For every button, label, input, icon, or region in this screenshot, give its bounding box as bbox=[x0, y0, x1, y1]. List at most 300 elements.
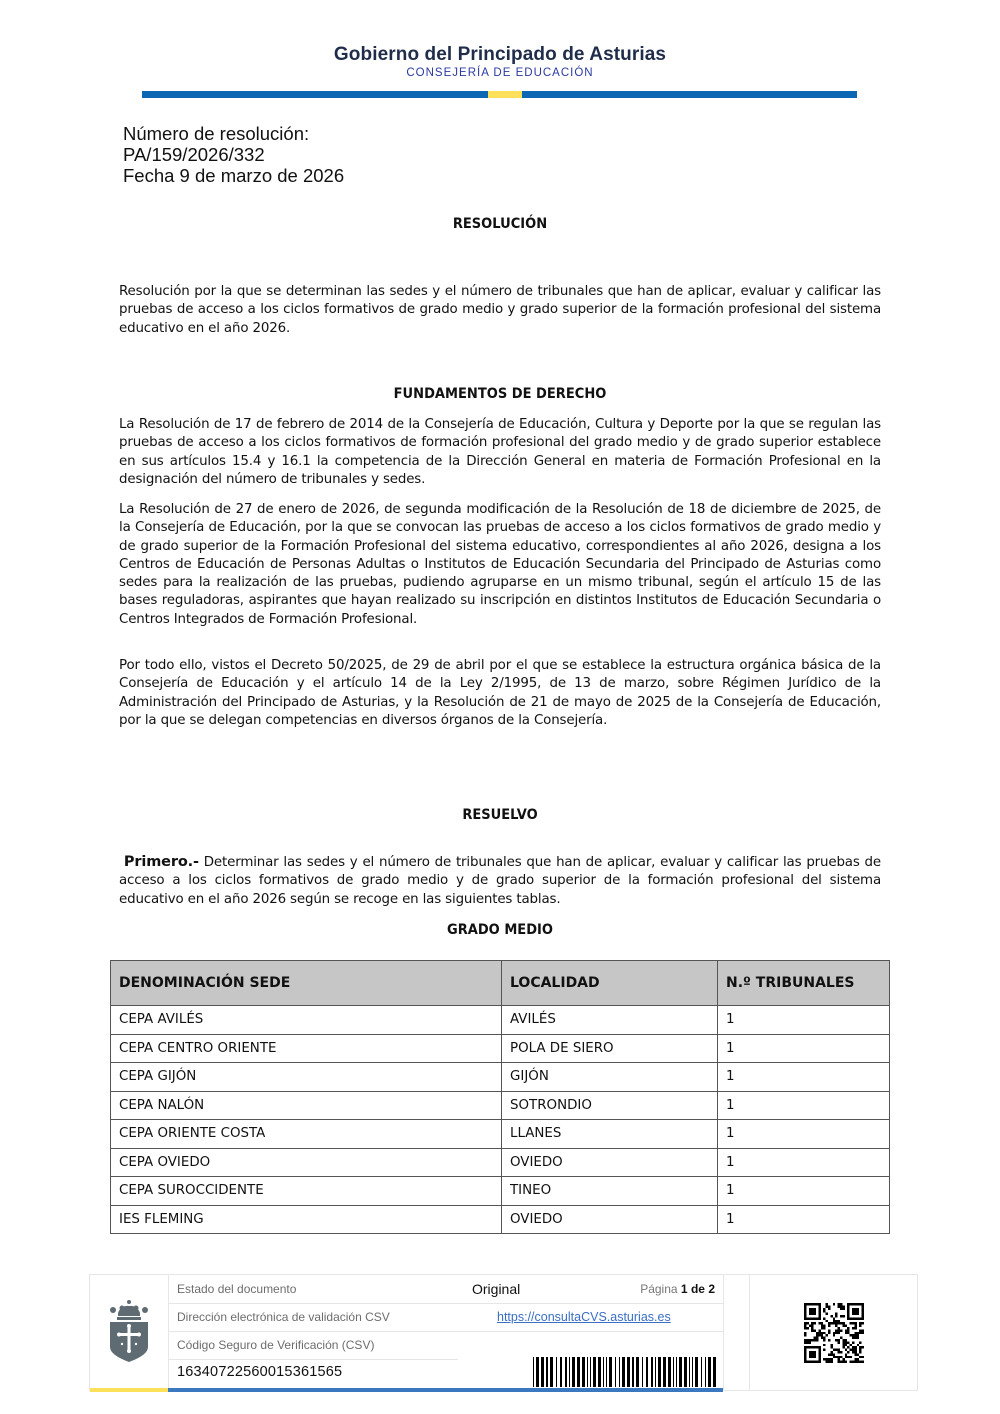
qr-module bbox=[823, 1332, 825, 1334]
barcode-bar bbox=[619, 1357, 620, 1387]
estado-value: Original bbox=[472, 1281, 521, 1297]
cell-tribunales: 1 bbox=[718, 1148, 890, 1177]
department-subtitle: CONSEJERÍA DE EDUCACIÓN bbox=[406, 67, 594, 79]
barcode-bar bbox=[679, 1357, 682, 1387]
qr-module bbox=[835, 1320, 837, 1322]
qr-module bbox=[842, 1305, 844, 1307]
barcode-bar bbox=[663, 1357, 666, 1387]
qr-module bbox=[814, 1322, 816, 1324]
qr-module bbox=[838, 1358, 840, 1360]
fundamento-paragraph-3: Por todo ello, vistos el Decreto 50/2025, de 29 de abril por el que se establece la estructura orgánica básica de la Consejería de Educación y el artículo 14 de la Ley 2/1995, de 13 de marzo, sobre Régimen Jurídico de la Administración del Principado de Asturias, y la Resolución de 21 de mayo de 2025 de la Consejería de Educación, por la que se delegan competencias en diversos órganos de la Consejería. bbox=[119, 658, 881, 728]
footer-bar-yellow bbox=[90, 1388, 168, 1392]
qr-module bbox=[816, 1332, 818, 1334]
qr-module bbox=[821, 1325, 823, 1327]
barcode-bar bbox=[533, 1357, 534, 1387]
resolution-meta bbox=[123, 123, 344, 186]
barcode-bar bbox=[556, 1357, 557, 1387]
qr-module bbox=[828, 1325, 830, 1327]
qr-module bbox=[833, 1349, 835, 1351]
qr-module bbox=[840, 1303, 842, 1305]
qr-module bbox=[854, 1349, 856, 1351]
qr-module bbox=[862, 1361, 864, 1363]
qr-module bbox=[854, 1325, 856, 1327]
qr-module bbox=[838, 1356, 840, 1358]
barcode-bar bbox=[582, 1357, 585, 1387]
fundamento-paragraph-1: La Resolución de 17 de febrero de 2014 de la Consejería de Educación, Cultura y Deporte por la que se regulan las pruebas de acceso a los ciclos formativos de formación profesional del grado medio y de grado superior establece en sus artículos 15.4 y 16.1 la competencia de la Dirección General en materia de Formación Profesional en la designación del número de tribunales y sedes. bbox=[119, 417, 881, 487]
qr-module bbox=[811, 1325, 813, 1327]
qr-module bbox=[845, 1353, 847, 1355]
cell-sede: CEPA SUROCCIDENTE bbox=[111, 1177, 502, 1206]
cell-sede: CEPA OVIEDO bbox=[111, 1148, 502, 1177]
csv-code-label: Código Seguro de Verificación (CSV) bbox=[177, 1338, 375, 1352]
qr-module bbox=[828, 1308, 830, 1310]
qr-module bbox=[830, 1322, 832, 1324]
qr-module bbox=[847, 1332, 849, 1334]
qr-module bbox=[854, 1332, 856, 1334]
qr-module bbox=[838, 1341, 840, 1343]
qr-module bbox=[833, 1317, 835, 1319]
qr-module bbox=[845, 1325, 847, 1327]
qr-module bbox=[823, 1308, 825, 1310]
cell-sede: CEPA NALÓN bbox=[111, 1091, 502, 1120]
qr-module bbox=[859, 1349, 861, 1351]
qr-module bbox=[838, 1349, 840, 1351]
qr-module bbox=[845, 1356, 847, 1358]
qr-module bbox=[842, 1341, 844, 1343]
qr-module bbox=[854, 1353, 856, 1355]
qr-module bbox=[862, 1356, 864, 1358]
table-row bbox=[111, 1148, 890, 1177]
qr-module bbox=[842, 1361, 844, 1363]
qr-module bbox=[823, 1310, 825, 1312]
qr-module bbox=[840, 1351, 842, 1353]
table-row bbox=[111, 1205, 890, 1234]
qr-module bbox=[854, 1322, 856, 1324]
estado-label: Estado del documento bbox=[177, 1282, 297, 1296]
qr-module bbox=[818, 1322, 820, 1324]
qr-module bbox=[821, 1332, 823, 1334]
qr-module bbox=[852, 1361, 854, 1363]
barcode-bar bbox=[705, 1357, 706, 1387]
heading-resolucion: RESOLUCIÓN bbox=[452, 216, 548, 232]
cell-localidad: OVIEDO bbox=[502, 1148, 718, 1177]
qr-module bbox=[854, 1327, 856, 1329]
sedes-table bbox=[110, 960, 890, 1234]
qr-module bbox=[833, 1334, 835, 1336]
qr-module bbox=[821, 1337, 823, 1339]
qr-module bbox=[828, 1358, 830, 1360]
qr-module bbox=[823, 1337, 825, 1339]
qr-module bbox=[809, 1341, 811, 1343]
footer-logo-column bbox=[90, 1275, 169, 1391]
qr-module bbox=[835, 1329, 837, 1331]
barcode-bar bbox=[598, 1357, 601, 1387]
qr-module bbox=[811, 1327, 813, 1329]
cell-localidad: TINEO bbox=[502, 1177, 718, 1206]
qr-module bbox=[830, 1351, 832, 1353]
barcode-bar bbox=[676, 1357, 677, 1387]
qr-module bbox=[840, 1337, 842, 1339]
qr-module bbox=[835, 1339, 837, 1341]
qr-module bbox=[842, 1346, 844, 1348]
qr-module bbox=[850, 1344, 852, 1346]
page-of: de bbox=[690, 1282, 705, 1296]
barcode-bar bbox=[541, 1357, 544, 1387]
qr-module bbox=[842, 1315, 844, 1317]
qr-module bbox=[838, 1303, 840, 1305]
qr-module bbox=[828, 1332, 830, 1334]
qr-module bbox=[804, 1322, 806, 1324]
qr-module bbox=[842, 1344, 844, 1346]
qr-module bbox=[862, 1322, 864, 1324]
qr-module bbox=[816, 1334, 818, 1336]
qr-module bbox=[838, 1320, 840, 1322]
page-current: 1 bbox=[680, 1282, 688, 1296]
qr-module bbox=[857, 1353, 859, 1355]
government-title: Gobierno del Principado de Asturias bbox=[333, 44, 667, 65]
qr-module bbox=[811, 1339, 813, 1341]
cell-tribunales: 1 bbox=[718, 1091, 890, 1120]
qr-module bbox=[835, 1322, 837, 1324]
heading-grado-medio: GRADO MEDIO bbox=[446, 922, 554, 938]
qr-module bbox=[859, 1361, 861, 1363]
qr-module bbox=[859, 1332, 861, 1334]
qr-module bbox=[814, 1337, 816, 1339]
cell-tribunales: 1 bbox=[718, 1205, 890, 1234]
primero-text: Determinar las sedes y el número de tribunales que han de aplicar, evaluar y calificar las pruebas de acceso a los ciclos formativos de grado medio y de grado superior de la formación profesional del sistema educativo en el año 2026 según se recoge en las siguientes tablas. bbox=[119, 855, 881, 907]
column-header-localidad: LOCALIDAD bbox=[502, 961, 718, 1006]
qr-module bbox=[811, 1322, 813, 1324]
qr-module bbox=[828, 1322, 830, 1324]
qr-module bbox=[840, 1322, 842, 1324]
qr-module bbox=[847, 1341, 849, 1343]
cell-localidad: SOTRONDIO bbox=[502, 1091, 718, 1120]
qr-module bbox=[840, 1315, 842, 1317]
qr-module bbox=[850, 1322, 852, 1324]
cell-localidad: LLANES bbox=[502, 1120, 718, 1149]
qr-module bbox=[833, 1332, 835, 1334]
resolution-number: PA/159/2026/332 bbox=[123, 144, 265, 165]
qr-module bbox=[826, 1313, 828, 1315]
qr-module bbox=[850, 1334, 852, 1336]
csv-validation-link[interactable]: https://consultaCVS.asturias.es bbox=[497, 1310, 671, 1324]
qr-module bbox=[854, 1351, 856, 1353]
barcode-bar bbox=[622, 1357, 625, 1387]
footer-row-estado bbox=[168, 1275, 723, 1304]
qr-module bbox=[852, 1351, 854, 1353]
verification-footer bbox=[89, 1274, 918, 1391]
qr-module bbox=[806, 1339, 808, 1341]
qr-module bbox=[857, 1337, 859, 1339]
qr-module bbox=[854, 1358, 856, 1360]
qr-module bbox=[850, 1356, 852, 1358]
footer-qr-column bbox=[749, 1275, 919, 1391]
table-header-row bbox=[111, 961, 890, 1006]
barcode-bar bbox=[627, 1357, 630, 1387]
barcode-bar bbox=[658, 1357, 661, 1387]
barcode-bar bbox=[701, 1357, 702, 1387]
barcode bbox=[533, 1357, 719, 1387]
barcode-bar bbox=[593, 1357, 596, 1387]
page-word: Página bbox=[640, 1282, 678, 1296]
cell-localidad: GIJÓN bbox=[502, 1063, 718, 1092]
qr-module bbox=[826, 1320, 828, 1322]
qr-module bbox=[826, 1305, 828, 1307]
qr-module bbox=[838, 1322, 840, 1324]
cell-tribunales: 1 bbox=[718, 1063, 890, 1092]
cell-sede: CEPA GIJÓN bbox=[111, 1063, 502, 1092]
qr-module bbox=[845, 1339, 847, 1341]
header-color-bar bbox=[142, 91, 857, 98]
primero-label: Primero.- bbox=[123, 854, 199, 870]
qr-module bbox=[818, 1329, 820, 1331]
barcode-bar bbox=[684, 1357, 687, 1387]
qr-module bbox=[804, 1327, 806, 1329]
qr-module bbox=[845, 1341, 847, 1343]
qr-module bbox=[814, 1339, 816, 1341]
footer-row-csv-label bbox=[168, 1331, 458, 1360]
qr-module bbox=[830, 1344, 832, 1346]
qr-module bbox=[854, 1346, 856, 1348]
qr-module bbox=[859, 1351, 861, 1353]
qr-module bbox=[833, 1320, 835, 1322]
qr-module bbox=[838, 1339, 840, 1341]
qr-module bbox=[833, 1303, 835, 1305]
qr-module bbox=[806, 1327, 808, 1329]
qr-module bbox=[835, 1356, 837, 1358]
qr-module bbox=[840, 1308, 842, 1310]
asturias-crest-icon bbox=[109, 1299, 149, 1363]
barcode-bar bbox=[565, 1357, 567, 1387]
qr-module bbox=[804, 1339, 806, 1341]
cell-tribunales: 1 bbox=[718, 1177, 890, 1206]
cell-sede: CEPA AVILÉS bbox=[111, 1006, 502, 1035]
qr-module bbox=[845, 1332, 847, 1334]
qr-module bbox=[806, 1322, 808, 1324]
qr-module bbox=[814, 1329, 816, 1331]
qr-module bbox=[850, 1349, 852, 1351]
qr-module bbox=[804, 1332, 806, 1334]
qr-module bbox=[838, 1327, 840, 1329]
barcode-bar bbox=[655, 1357, 656, 1387]
qr-module bbox=[857, 1344, 859, 1346]
barcode-bar bbox=[550, 1357, 553, 1387]
primero-paragraph bbox=[119, 853, 881, 909]
qr-module bbox=[823, 1325, 825, 1327]
barcode-bar bbox=[642, 1357, 643, 1387]
table-row bbox=[111, 1120, 890, 1149]
cell-sede: IES FLEMING bbox=[111, 1205, 502, 1234]
qr-module bbox=[847, 1346, 849, 1348]
qr-module bbox=[818, 1332, 820, 1334]
qr-module bbox=[809, 1325, 811, 1327]
qr-module bbox=[816, 1337, 818, 1339]
csv-code: 16340722560015361565 bbox=[177, 1364, 343, 1380]
qr-module bbox=[852, 1322, 854, 1324]
qr-module bbox=[828, 1329, 830, 1331]
csv-url-label: Dirección electrónica de validación CSV bbox=[177, 1310, 390, 1324]
qr-module bbox=[852, 1327, 854, 1329]
qr-module bbox=[852, 1349, 854, 1351]
qr-module bbox=[852, 1337, 854, 1339]
footer-row-url bbox=[168, 1303, 723, 1332]
qr-module bbox=[828, 1353, 830, 1355]
qr-module bbox=[838, 1332, 840, 1334]
table-row bbox=[111, 1091, 890, 1120]
table-row bbox=[111, 1063, 890, 1092]
barcode-bar bbox=[708, 1357, 711, 1387]
cell-sede: CEPA CENTRO ORIENTE bbox=[111, 1034, 502, 1063]
barcode-bar bbox=[577, 1357, 580, 1387]
qr-module bbox=[826, 1358, 828, 1360]
barcode-bar bbox=[572, 1357, 575, 1387]
barcode-bar bbox=[609, 1357, 612, 1387]
qr-finder-center bbox=[809, 1351, 816, 1358]
header-bar-yellow-segment bbox=[488, 91, 522, 98]
barcode-bar bbox=[615, 1357, 616, 1387]
qr-module bbox=[840, 1329, 842, 1331]
cell-localidad: POLA DE SIERO bbox=[502, 1034, 718, 1063]
barcode-bar bbox=[695, 1357, 698, 1387]
barcode-bar bbox=[673, 1357, 674, 1387]
qr-module bbox=[842, 1325, 844, 1327]
qr-module bbox=[828, 1361, 830, 1363]
intro-paragraph: Resolución por la que se determinan las sedes y el número de tribunales que han de aplicar, evaluar y calificar las pruebas de acceso a los ciclos formativos de grado medio y grado superior de la formación profesional del sistema educativo en el año 2026. bbox=[119, 284, 881, 336]
qr-module bbox=[845, 1329, 847, 1331]
qr-code bbox=[804, 1303, 864, 1363]
qr-finder-center bbox=[852, 1308, 859, 1315]
fundamento-paragraph-2: La Resolución de 27 de enero de 2026, de segunda modificación de la Resolución de 18 de diciembre de 2025, de la Consejería de Educación, por la que se convocan las pruebas de acceso a los ciclos formativos de grado medio y de grado superior de la Formación Profesional del sistema educativo, correspondientes al año 2026, designa a los Centros de Educación de Personas Adultas o Institutos de Educación Secundaria del Principado de Asturias como sedes para la realización de las pruebas, pudiendo agruparse en un mismo tribunal, según el artículo 15 de las bases reguladoras, aspirantes que hayan realizado su inscripción en distintos Institutos de Educación Secundaria o Centros Integrados de Formación Profesional. bbox=[119, 502, 881, 627]
barcode-bar bbox=[668, 1357, 671, 1387]
qr-module bbox=[835, 1349, 837, 1351]
qr-module bbox=[830, 1358, 832, 1360]
qr-module bbox=[823, 1327, 825, 1329]
table-row bbox=[111, 1034, 890, 1063]
barcode-bar bbox=[546, 1357, 548, 1387]
barcode-bar bbox=[651, 1357, 653, 1387]
barcode-bar bbox=[590, 1357, 591, 1387]
qr-module bbox=[842, 1322, 844, 1324]
heading-resuelvo: RESUELVO bbox=[462, 807, 538, 823]
qr-module bbox=[862, 1346, 864, 1348]
qr-module bbox=[845, 1361, 847, 1363]
heading-fundamentos: FUNDAMENTOS DE DERECHO bbox=[393, 386, 607, 402]
qr-module bbox=[862, 1329, 864, 1331]
qr-module bbox=[823, 1317, 825, 1319]
qr-module bbox=[835, 1332, 837, 1334]
qr-module bbox=[821, 1322, 823, 1324]
qr-module bbox=[823, 1339, 825, 1341]
barcode-bar bbox=[603, 1357, 604, 1387]
qr-module bbox=[826, 1334, 828, 1336]
qr-module bbox=[821, 1327, 823, 1329]
qr-module bbox=[833, 1353, 835, 1355]
barcode-bar bbox=[689, 1357, 690, 1387]
qr-module bbox=[852, 1341, 854, 1343]
barcode-bar bbox=[646, 1357, 648, 1387]
qr-module bbox=[821, 1334, 823, 1336]
barcode-bar bbox=[692, 1357, 693, 1387]
qr-module bbox=[854, 1337, 856, 1339]
cell-localidad: AVILÉS bbox=[502, 1006, 718, 1035]
cell-sede: CEPA ORIENTE COSTA bbox=[111, 1120, 502, 1149]
barcode-bar bbox=[536, 1357, 539, 1387]
qr-module bbox=[830, 1361, 832, 1363]
qr-module bbox=[840, 1361, 842, 1363]
qr-module bbox=[859, 1346, 861, 1348]
qr-module bbox=[854, 1334, 856, 1336]
resolution-date: Fecha 9 de marzo de 2026 bbox=[123, 165, 345, 186]
qr-module bbox=[830, 1353, 832, 1355]
qr-module bbox=[847, 1351, 849, 1353]
qr-module bbox=[823, 1358, 825, 1360]
qr-module bbox=[809, 1339, 811, 1341]
qr-module bbox=[842, 1358, 844, 1360]
cell-tribunales: 1 bbox=[718, 1034, 890, 1063]
barcode-bar bbox=[636, 1357, 639, 1387]
qr-module bbox=[847, 1327, 849, 1329]
qr-module bbox=[804, 1334, 806, 1336]
qr-module bbox=[828, 1339, 830, 1341]
barcode-bar bbox=[632, 1357, 634, 1387]
qr-module bbox=[859, 1325, 861, 1327]
barcode-bar bbox=[606, 1357, 607, 1387]
qr-module bbox=[840, 1305, 842, 1307]
barcode-bar bbox=[569, 1357, 570, 1387]
qr-module bbox=[835, 1313, 837, 1315]
qr-module bbox=[806, 1341, 808, 1343]
column-header-sede: DENOMINACIÓN SEDE bbox=[111, 961, 502, 1006]
qr-module bbox=[857, 1332, 859, 1334]
resolution-number-label: Número de resolución: bbox=[123, 123, 310, 144]
qr-module bbox=[804, 1325, 806, 1327]
qr-module bbox=[823, 1344, 825, 1346]
footer-bar-blue bbox=[168, 1388, 723, 1392]
qr-module bbox=[816, 1339, 818, 1341]
table-row bbox=[111, 1177, 890, 1206]
cell-tribunales: 1 bbox=[718, 1006, 890, 1035]
cell-tribunales: 1 bbox=[718, 1120, 890, 1149]
qr-module bbox=[859, 1322, 861, 1324]
qr-module bbox=[852, 1334, 854, 1336]
qr-module bbox=[847, 1356, 849, 1358]
qr-module bbox=[845, 1349, 847, 1351]
qr-module bbox=[842, 1339, 844, 1341]
qr-module bbox=[828, 1305, 830, 1307]
page-total: 2 bbox=[708, 1282, 715, 1296]
qr-module bbox=[838, 1305, 840, 1307]
column-header-tribunales: N.º TRIBUNALES bbox=[718, 961, 890, 1006]
qr-module bbox=[840, 1356, 842, 1358]
footer-spacer bbox=[723, 1275, 750, 1391]
qr-module bbox=[845, 1344, 847, 1346]
page-indicator bbox=[640, 1282, 715, 1296]
qr-module bbox=[857, 1334, 859, 1336]
qr-finder-center bbox=[809, 1308, 816, 1315]
qr-module bbox=[811, 1329, 813, 1331]
qr-module bbox=[830, 1346, 832, 1348]
qr-module bbox=[833, 1356, 835, 1358]
qr-module bbox=[835, 1325, 837, 1327]
qr-module bbox=[854, 1361, 856, 1363]
qr-module bbox=[838, 1329, 840, 1331]
qr-module bbox=[852, 1346, 854, 1348]
qr-module bbox=[850, 1361, 852, 1363]
qr-module bbox=[826, 1361, 828, 1363]
qr-module bbox=[862, 1332, 864, 1334]
qr-module bbox=[830, 1315, 832, 1317]
qr-module bbox=[818, 1334, 820, 1336]
